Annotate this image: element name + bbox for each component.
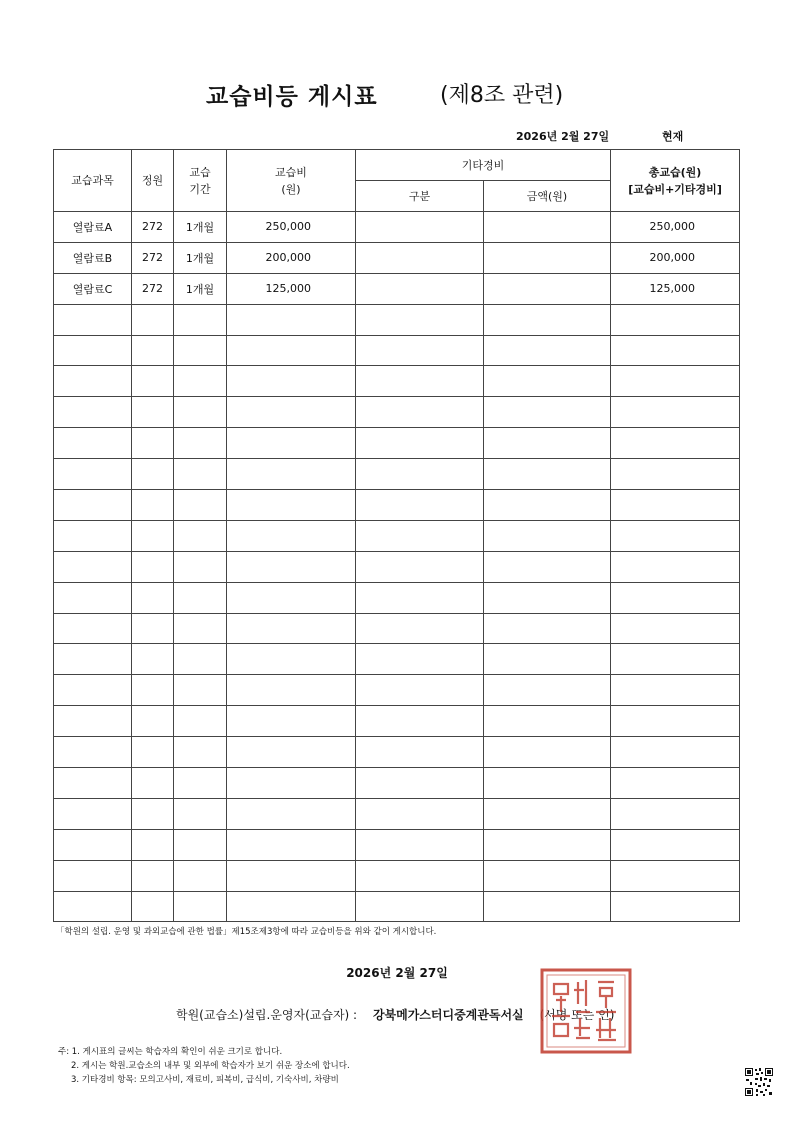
empty-cell [484,397,611,428]
empty-cell [132,335,174,366]
empty-cell [356,459,484,490]
empty-cell [54,737,132,768]
cell-capacity: 272 [132,242,174,273]
empty-cell [227,490,356,521]
cell-other-amount [484,273,611,304]
empty-cell [484,335,611,366]
empty-cell [54,520,132,551]
empty-cell [227,613,356,644]
cell-fee: 125,000 [227,273,356,304]
empty-cell [611,613,740,644]
empty-cell [174,860,227,891]
signature-date [0,964,794,981]
empty-cell [132,428,174,459]
empty-cell [484,520,611,551]
table-row-empty [54,644,740,675]
table-row-empty [54,675,740,706]
empty-cell [356,520,484,551]
header-period-line2: 기간 [189,182,211,196]
table-row-empty [54,304,740,335]
cell-capacity: 272 [132,273,174,304]
empty-cell [54,860,132,891]
empty-cell [132,798,174,829]
empty-cell [227,366,356,397]
empty-cell [227,891,356,922]
empty-cell [227,428,356,459]
empty-cell [54,613,132,644]
empty-cell [54,829,132,860]
empty-cell [174,397,227,428]
empty-cell [54,490,132,521]
empty-cell [356,397,484,428]
empty-cell [54,891,132,922]
table-row-empty [54,891,740,922]
empty-cell [611,644,740,675]
empty-cell [174,891,227,922]
cell-period: 1개월 [174,242,227,273]
table-row-empty [54,459,740,490]
empty-cell [611,675,740,706]
empty-cell [132,768,174,799]
header-total-line2: [교습비+기타경비] [628,182,722,196]
table-row [54,273,740,304]
empty-cell [227,304,356,335]
empty-cell [174,304,227,335]
empty-cell [356,798,484,829]
fee-table [53,149,740,922]
empty-cell [132,613,174,644]
empty-cell [356,768,484,799]
empty-cell [227,798,356,829]
empty-cell [132,366,174,397]
empty-cell [611,459,740,490]
empty-cell [174,520,227,551]
title-sub: (제8조 관련) [440,83,564,108]
footnote-1: 주: 1. 게시표의 글씨는 학습자의 확인이 쉬운 크기로 합니다. [58,1047,283,1057]
empty-cell [611,737,740,768]
empty-cell [132,490,174,521]
empty-cell [484,891,611,922]
table-row-empty [54,798,740,829]
empty-cell [174,613,227,644]
empty-cell [356,366,484,397]
table-row [54,242,740,273]
empty-cell [611,304,740,335]
official-seal-icon [538,966,634,1056]
empty-cell [227,335,356,366]
header-fee-line1: 교습비 [275,165,307,179]
cell-other-amount [484,242,611,273]
law-notice: 「학원의 설립. 운영 및 과외교습에 관한 법률」제15조제3항에 따라 교습비등을 위와 같이 게시합니다. [56,927,437,937]
table-row-empty [54,490,740,521]
empty-cell [132,891,174,922]
header-period-line1: 교습 [189,165,211,179]
cell-fee: 200,000 [227,242,356,273]
empty-cell [227,582,356,613]
title-main: 교습비등 게시표 [206,84,378,110]
empty-cell [174,428,227,459]
empty-cell [484,829,611,860]
empty-cell [484,798,611,829]
empty-cell [227,397,356,428]
table-row [54,212,740,243]
empty-cell [227,768,356,799]
empty-cell [611,490,740,521]
empty-cell [54,428,132,459]
empty-cell [356,737,484,768]
operator-name: 강북메가스터디중계관독서실 [372,1008,524,1022]
empty-cell [356,644,484,675]
empty-cell [611,582,740,613]
empty-cell [484,613,611,644]
empty-cell [132,706,174,737]
empty-cell [356,675,484,706]
header-total [611,150,740,212]
table-row-empty [54,520,740,551]
posting-date [516,128,684,144]
empty-cell [611,768,740,799]
cell-course: 열람료A [54,212,132,243]
empty-cell [484,366,611,397]
empty-cell [356,490,484,521]
empty-cell [484,706,611,737]
empty-cell [611,798,740,829]
empty-cell [132,737,174,768]
empty-cell [227,520,356,551]
empty-cell [174,366,227,397]
cell-course: 열람료B [54,242,132,273]
empty-cell [174,644,227,675]
table-row-empty [54,551,740,582]
table-row-empty [54,582,740,613]
table-row-empty [54,737,740,768]
empty-cell [54,551,132,582]
empty-cell [356,706,484,737]
empty-cell [174,582,227,613]
empty-cell [611,335,740,366]
empty-cell [132,582,174,613]
header-total-line1: 총교습(원) [648,165,702,179]
empty-cell [611,860,740,891]
empty-cell [227,459,356,490]
empty-cell [174,675,227,706]
empty-cell [356,582,484,613]
cell-fee: 250,000 [227,212,356,243]
empty-cell [356,551,484,582]
empty-cell [484,551,611,582]
empty-cell [356,860,484,891]
header-other-fees: 기타경비 [356,150,611,181]
empty-cell [484,860,611,891]
empty-cell [132,551,174,582]
empty-cell [132,520,174,551]
empty-cell [174,706,227,737]
empty-cell [611,706,740,737]
cell-total: 200,000 [611,242,740,273]
cell-capacity: 272 [132,212,174,243]
header-course: 교습과목 [54,150,132,212]
empty-cell [132,675,174,706]
empty-cell [611,891,740,922]
empty-cell [174,490,227,521]
empty-cell [54,706,132,737]
table-row-empty [54,366,740,397]
empty-cell [54,335,132,366]
header-period [174,150,227,212]
empty-cell [356,829,484,860]
empty-cell [356,335,484,366]
cell-period: 1개월 [174,273,227,304]
empty-cell [611,397,740,428]
cell-other-type [356,273,484,304]
posting-date-value: 2026년 2월 27일 [516,130,610,143]
empty-cell [484,582,611,613]
empty-cell [356,891,484,922]
empty-cell [611,520,740,551]
cell-total: 250,000 [611,212,740,243]
posting-date-suffix: 현재 [662,130,684,143]
empty-cell [611,366,740,397]
header-other-type: 구분 [356,181,484,212]
empty-cell [132,860,174,891]
table-row-empty [54,829,740,860]
empty-cell [54,768,132,799]
empty-cell [54,304,132,335]
empty-cell [174,829,227,860]
empty-cell [484,428,611,459]
table-row-empty [54,768,740,799]
empty-cell [611,551,740,582]
qr-code-icon [744,1067,774,1097]
table-row-empty [54,428,740,459]
empty-cell [54,397,132,428]
empty-cell [227,644,356,675]
empty-cell [132,829,174,860]
table-row-empty [54,613,740,644]
empty-cell [484,644,611,675]
empty-cell [54,644,132,675]
empty-cell [174,335,227,366]
footnote-3: 3. 기타경비 항목: 모의고사비, 재료비, 피복비, 급식비, 기숙사비, 차량비 [71,1075,339,1085]
table-row-empty [54,706,740,737]
empty-cell [132,459,174,490]
empty-cell [227,706,356,737]
empty-cell [174,737,227,768]
empty-cell [356,304,484,335]
empty-cell [132,644,174,675]
empty-cell [132,304,174,335]
empty-cell [611,428,740,459]
empty-cell [227,737,356,768]
empty-cell [484,768,611,799]
empty-cell [356,613,484,644]
footnotes [58,1045,350,1087]
cell-other-amount [484,212,611,243]
empty-cell [174,551,227,582]
empty-cell [227,675,356,706]
empty-cell [54,798,132,829]
header-capacity: 정원 [132,150,174,212]
cell-course: 열람료C [54,273,132,304]
fee-table-body [54,212,740,922]
empty-cell [356,428,484,459]
empty-cell [227,829,356,860]
empty-cell [54,675,132,706]
operator-label: 학원(교습소)설립.운영자(교습자) : [176,1008,358,1022]
empty-cell [174,768,227,799]
empty-cell [227,551,356,582]
empty-cell [484,737,611,768]
empty-cell [174,459,227,490]
empty-cell [484,459,611,490]
empty-cell [484,490,611,521]
cell-other-type [356,242,484,273]
empty-cell [174,798,227,829]
table-row-empty [54,860,740,891]
footnote-2: 2. 게시는 학원.교습소의 내부 및 외부에 학습자가 보기 쉬운 장소에 합니다. [71,1061,350,1071]
empty-cell [132,397,174,428]
empty-cell [484,304,611,335]
signature-date-value: 2026년 2월 27일 [346,966,448,980]
table-row-empty [54,397,740,428]
empty-cell [54,366,132,397]
header-other-amount: 금액(원) [484,181,611,212]
empty-cell [54,459,132,490]
document-title [0,78,794,112]
header-fee-line2: (원) [281,182,301,196]
empty-cell [54,582,132,613]
empty-cell [484,675,611,706]
empty-cell [611,829,740,860]
empty-cell [227,860,356,891]
cell-other-type [356,212,484,243]
table-row-empty [54,335,740,366]
cell-total: 125,000 [611,273,740,304]
cell-period: 1개월 [174,212,227,243]
signature-placeholder: (서명 또는 인) [539,1008,615,1022]
header-fee [227,150,356,212]
